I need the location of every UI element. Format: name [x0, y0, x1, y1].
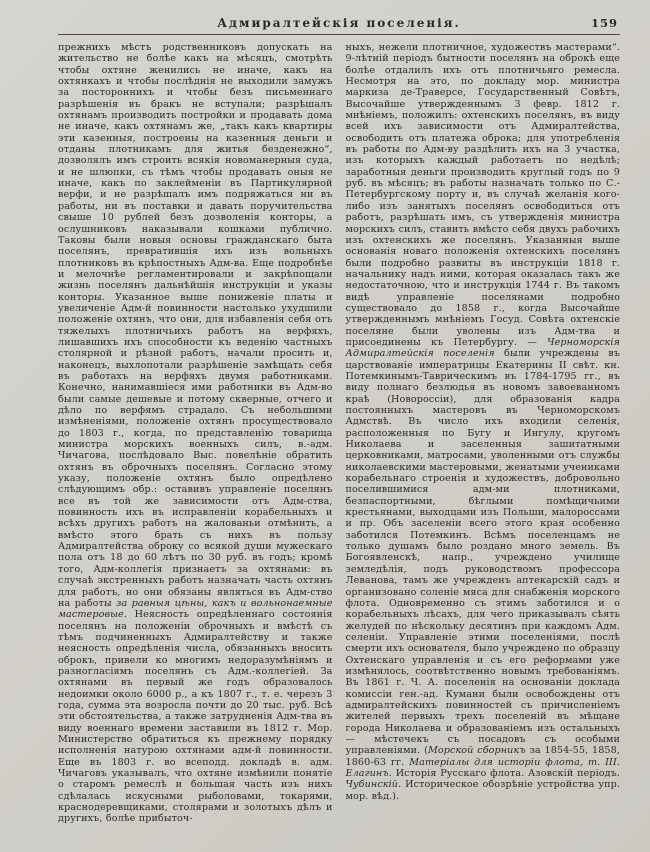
text-column-left: прежнихъ мѣстъ родственниковъ допускать на жительство не болѣе какъ на мѣсяцъ, смотрѣть чтобы охтяне женились не иначе, какъ на охтянкахъ и чтобы послѣднія не выходили замужъ за постороннихъ и чтобы безъ письменнаго разрѣшенія въ бракъ не вступали; разрѣшалъ охтянамъ производить постройки и продавать дома не иначе, какъ охтянамъ же, „такъ какъ квартиры эти казенныя, построены на казенныя деньги и отданы плотникамъ для житья безденежно“, дозволялъ имъ строить всякія новоманерныя суда, и не шлюпки, съ тѣмъ чтобы продавать оныя не иначе, какъ по заклейменіи въ Партикулярной верфи, и не разрѣшалъ имъ подряжаться ни въ работы, ни въ поставки и давать поручительства свыше 10 рублей безъ дозволенія конторы, а ослушниковъ наказывали кошками публично. Таковы были новыя основы гражданскаго быта поселянъ, превратившія ихъ изъ вольныхъ плотниковъ въ крѣпостныхъ Адм-ва. Еще подробнѣе и мелочнѣе регламентировали и закрѣпощали жизнь поселянъ дальнѣйшія инструкціи и указы конторы. Указанное выше пониженіе платы и увеличеніе Адм-й повинности настолько ухудшили положеніе охтянъ, что они, для избавленія себя отъ тяжелыхъ плотничьихъ работъ на верфяхъ, лишавшихъ ихъ способности къ веденію частныхъ столярной и рѣзной работъ, начали просить и, наконецъ, выхлопотали разрѣшеніе замѣщать себя въ работахъ на верфяхъ двумя работниками. Конечно, нанимавшіеся ими работники въ Адм-во были самые дешевые и потому скверные, отчего и дѣло по верфямъ страдало. Съ небольшими измѣненіями, положеніе охтянъ просуществовало до 1803 г., когда, по представленію товарища министра морскихъ военныхъ силъ, в.-адм. Чичагова, послѣдовало Выс. повелѣніе обратить охтянъ въ оброчныхъ поселянъ. Согласно этому указу, положеніе охтянъ было опредѣлено слѣдующимъ обр.: оставивъ управленіе поселянъ все въ той же зависимости отъ Адм-ства, повинность ихъ въ исправленіи корабельныхъ и всѣхъ другихъ работъ на жалованьи отмѣнить, а вмѣсто этого брать съ нихъ въ пользу Адмиралтейства оброку со всякой души мужескаго пола отъ 18 до 60 лѣтъ по 30 руб. въ годъ; кромѣ того, Адм-коллегія признаетъ за охтянами: въ случаѣ экстренныхъ работъ назначать часть охтянъ для работъ, но они обязаны являться въ Адм-ство на работы за равныя цѣны, какъ и вольнонаемные мастеровые. Неясность опредѣленнаго состоянія поселянъ на положеніи оброчныхъ и вмѣстѣ съ тѣмъ подчиненныхъ Адмиралтейству и также неясность опредѣленія числа, обязанныхъ вносить оброкъ, привели ко многимъ недоразумѣніямъ и разногласіямъ поселянъ съ Адм.-коллегіей. За охтянами въ первый же годъ образовалось недоимки около 6000 р., а къ 1807 г., т. е. черезъ 3 года, сумма эта возросла почти до 20 тыс. руб. Всѣ эти обстоятельства, а также затрудненія Адм-тва въ виду военнаго времени заставили въ 1812 г. Мор. Министерство обратиться къ прежнему порядку исполненія натурою охтянами адм-й повинности. Еще въ 1803 г. во всеподд. докладѣ в. адм. Чичаговъ указывалъ, что охтяне измѣнили понятіе о старомъ ремеслѣ и большая часть изъ нихъ сдѣлалась искусными рыболовами, токарями, краснодеревщиками, столярами и золотыхъ дѣлъ и другихъ, болѣе прибыточ- — [58, 42, 333, 825]
text-column-right: ныхъ, нежели плотничное, художествъ мастерами“. 9-лѣтній періодъ бытности поселянъ на оброкѣ еще болѣе отдалилъ ихъ отъ плотничьяго ремесла. Несмотря на это, по докладу мор. министра маркиза де-Траверсе, Государственный Совѣтъ, Высочайше утвержденнымъ 3 февр. 1812 г. мнѣніемъ, положилъ: охтенскихъ поселянъ, въ виду всей ихъ зависимости отъ Адмиралтейства, освободить отъ платежа оброка; для употребленія въ работы по Адм-ву раздѣлить ихъ на 3 участка, изъ которыхъ каждый работаетъ по недѣлѣ; заработныя деньги производить круглый годъ по 9 руб. въ мѣсяцъ; въ работы назначать только по С.-Петербургскому порту и, въ случаѣ желанія кого-либо изъ занятыхъ поселянъ освободиться отъ работъ, разрѣшать имъ, съ утвержденія министра морскихъ силъ, ставить вмѣсто себя двухъ рабочихъ изъ охтенскихъ же поселянъ. Указанныя выше основанія новаго положенія охтенскихъ поселянъ были подробно развиты въ инструкціи 1818 г. начальнику надъ ними, которая оказалась такъ же недостаточною, что и инструкція 1744 г. Въ такомъ видѣ управленіе поселянами подробно существовало до 1858 г., когда Высочайше утвержденнымъ мнѣніемъ Госуд. Совѣта охтенскіе поселяне были уволены изъ Адм-тва и присоединены къ Петербургу. — Черноморскія Адмиралтейскія поселенія были учреждены въ царствованіе императрицы Екатерины II свѣт. кн. Потемкинымъ-Таврическимъ въ 1784-1795 гг., въ виду полнаго безлюдья въ новомъ завоеванномъ краѣ (Новороссіи), для образованія кадра постоянныхъ мастеровъ въ Черноморскомъ Адмствѣ. Въ число ихъ входили селенія, расположенныя по Бугу и Ингулу, кругомъ Николаева и заселенныя зашитатными церковниками, матросами, уволенными отъ службы николаевскими мастеровыми, женатыми учениками корабельнаго строенія и художествъ, добровольно поселившимися адм-ми плотниками, безпаспортными, бѣглыми помѣщичьими крестьянами, выходцами изъ Польши, малороссами и пр. Объ заселеніи всего этого края особенно заботился Потемкинъ. Всѣмъ поселенцамъ не только душамъ было роздано много земель. Въ Богоявленскѣ, напр., учреждено училище земледѣлія, подъ руководствомъ профессора Леванова, тамъ же учрежденъ аптекарскій садъ и организовано соленіе мяса для снабженія морского флота. Одновременно съ этимъ заботился и о корабельныхъ лѣсахъ, для чего приказывалъ сѣять желудей по нѣскольку десятинъ при каждомъ Адм. селеніи. Управленіе этими поселеніями, послѣ смерти ихъ основателя, было учреждено по образцу Охтенскаго управленія и съ его реформами уже измѣнялось, соотвѣтственно новымъ требованіямъ. Въ 1861 г. Ч. А. поселенія на основаніи доклада комиссіи ген.-ад. Кумани были освобождены отъ адмиралтейскихъ повинностей съ причисленіемъ жителей первыхъ трехъ поселеній въ мѣщане города Николаева и образованіемъ изъ остальныхъ — мѣстечекъ съ посадовъ съ особыми управленіями. (Морской сборникъ за 1854-55, 1858, 1860-63 гг. Матеріалы для исторіи флота, т. III. Елагинъ. Исторія Русскаго флота. Азовскій періодъ. Чубинскій. Историческое обозрѣніе устройства упр. мор. вѣд.). — [345, 42, 620, 802]
page-header — [58, 16, 620, 34]
header-divider — [58, 34, 620, 35]
running-title: Адмиралтейскія поселенія. — [217, 16, 461, 30]
text-columns — [58, 42, 620, 825]
page-number: 159 — [590, 16, 618, 30]
